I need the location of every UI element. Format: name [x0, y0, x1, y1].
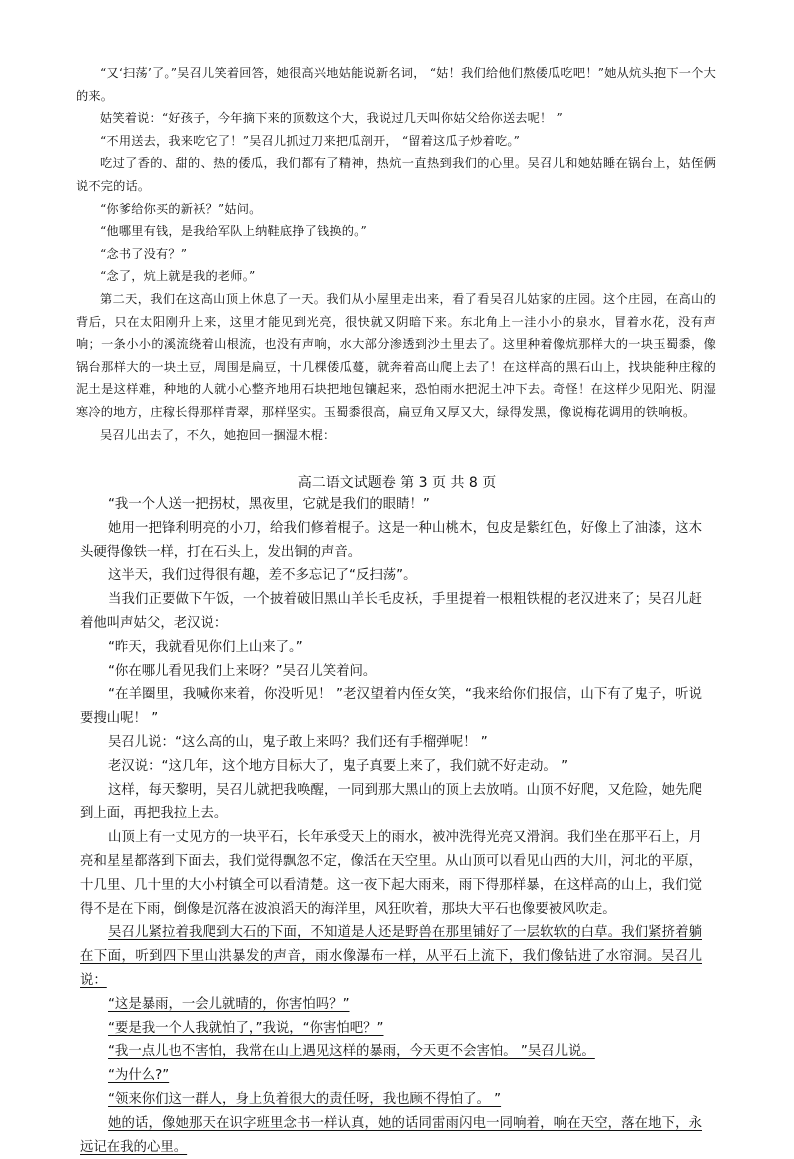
page-footer: 高二语文试题卷 第 3 页 共 8 页	[297, 475, 497, 491]
paragraph: 姑笑着说：“好孩子，今年摘下来的顶数这个大，我说过几天叫你姑父给你送去呢！ ”	[100, 111, 563, 126]
underlined-paragraph: “要是我一个人我就怕了，”我说，“你害怕吧？”	[108, 1020, 384, 1036]
paragraph: 吃过了香的、甜的、热的倭瓜，我们都有了精神，热炕一直热到我们的心里。吴召儿和她姑睡在锅台上，姑侄俩说不完的话。	[76, 156, 716, 193]
paragraph: 老汉说：“这几年，这个地方目标大了，鬼子真要上来了，我们就不好走动。 ”	[108, 758, 569, 774]
paragraph: “昨天，我就看见你们上山来了。”	[108, 639, 303, 655]
paragraph: “你在哪儿看见我们上来呀？”吴召儿笑着问。	[108, 663, 377, 679]
paragraph: 这样，每天黎明，吴召儿就把我唤醒，一同到那大黑山的顶上去放哨。山顶不好爬，又危险，她先爬到上面，再把我拉上去。	[80, 782, 702, 822]
paragraph: “在羊圈里，我喊你来着，你没听见！ ”老汉望着内侄女笑，“我来给你们报信，山下有了鬼子，听说要搜山呢！ ”	[80, 687, 702, 727]
underlined-paragraph: “为什么?”	[108, 1068, 170, 1084]
underlined-paragraph: “这是暴雨，一会儿就晴的，你害怕吗？”	[108, 996, 350, 1012]
paragraph: 吴召儿说：“这么高的山，鬼子敢上来吗？我们还有手榴弹呢！ ”	[108, 734, 488, 750]
paragraph: “念了，炕上就是我的老师。”	[100, 269, 256, 284]
paragraph: 山顶上有一丈见方的一块平石，长年承受天上的雨水，被冲洗得光亮又滑润。我们坐在那平石上，月亮和星星都落到下面去，我们觉得飘忽不定，像活在天空里。从山顶可以看见山西的大川，河北的平原，十几里、几十里的大小村镇全可以看清楚。这一夜下起大雨来，雨下得那样暴，在这样高的山上，我们觉得不是在下雨，倒像是沉落在波浪滔天的海洋里，风狂吹着，那块大平石也像要被风吹走。	[80, 830, 702, 917]
underlined-paragraph: 吴召儿紧拉着我爬到大石的下面，不知道是人还是野兽在那里铺好了一层软软的白草。我们紧挤着躺在下面，听到四下里山洪暴发的声音，雨水像瀑布一样，从平石上流下，我们像钻进了水帘洞。吴召儿说：	[80, 925, 702, 988]
paragraph: 这半天，我们过得很有趣，差不多忘记了“反扫荡”。	[108, 568, 417, 584]
paragraph: 吴召儿出去了，不久，她抱回一捆湿木棍：	[100, 427, 336, 442]
underlined-paragraph: 她的话，像她那天在识字班里念书一样认真，她的话同雷雨闪电一同响着，响在天空，落在地下，永远记在我的心里。	[80, 1115, 702, 1155]
underlined-paragraph: “领来你们这一群人，身上负着很大的责任呀，我也顾不得怕了。 ”	[108, 1091, 502, 1107]
text-section-upper	[76, 62, 716, 446]
paragraph: “我一个人送一把拐杖，黑夜里，它就是我们的眼睛！”	[108, 497, 430, 512]
paragraph: 第二天，我们在这高山顶上休息了一天。我们从小屋里走出来，看了看吴召儿姑家的庄园。这个庄园，在高山的背后，只在太阳刚升上来，这里才能见到光亮，很快就又阴暗下来。东北角上一洼小小的泉水，冒着水花，没有声响；一条小小的溪流绕着山根流，也没有声响，水大部分渗透到沙土里去了。这里种着像炕那样大的一块玉蜀黍，像锅台那样大的一块土豆，周围是扁豆，十几棵倭瓜蔓，就奔着高山爬上去了！在这样高的黑石山上，找块能种庄稼的泥土是这样难，种地的人就小心整齐地用石块把地包镶起来，恐怕雨水把泥土冲下去。奇怪！在这样少见阳光、阴湿寒冷的地方，庄稼长得那样青翠，那样坚实。玉蜀黍很高，扁豆角又厚又大，绿得发黑，像说梅花调用的铁响板。	[76, 291, 716, 419]
paragraph: 当我们正要做下午饭，一个披着破旧黑山羊长毛皮袄，手里提着一根粗铁棍的老汉进来了；吴召儿赶着他叫声姑父，老汉说：	[80, 592, 702, 631]
paragraph: “又‘扫荡’了。”吴召儿笑着回答，她很高兴地姑能说新名词， “姑！我们给他们熬倭瓜吃吧！”她从炕头抱下一个大的来。	[76, 66, 716, 103]
paragraph: “不用送去，我来吃它了！”吴召儿抓过刀来把瓜剖开， “留着这瓜子炒着吃。”	[100, 133, 521, 148]
paragraph: “念书了没有？”	[100, 246, 188, 261]
paragraph: “他哪里有钱，是我给军队上纳鞋底挣了钱换的。”	[100, 224, 367, 239]
paragraph: 她用一把锋利明亮的小刀，给我们修着棍子。这是一种山桃木，包皮是紫红色，好像上了油漆，这木头硬得像铁一样，打在石头上，发出铜的声音。	[80, 520, 702, 560]
paragraph: “你爹给你买的新袄？”姑问。	[100, 201, 262, 216]
underlined-paragraph: “我一点儿也不害怕，我常在山上遇见这样的暴雨，今天更不会害怕。 ”吴召儿说。	[108, 1044, 595, 1060]
text-section-lower	[80, 493, 702, 1159]
